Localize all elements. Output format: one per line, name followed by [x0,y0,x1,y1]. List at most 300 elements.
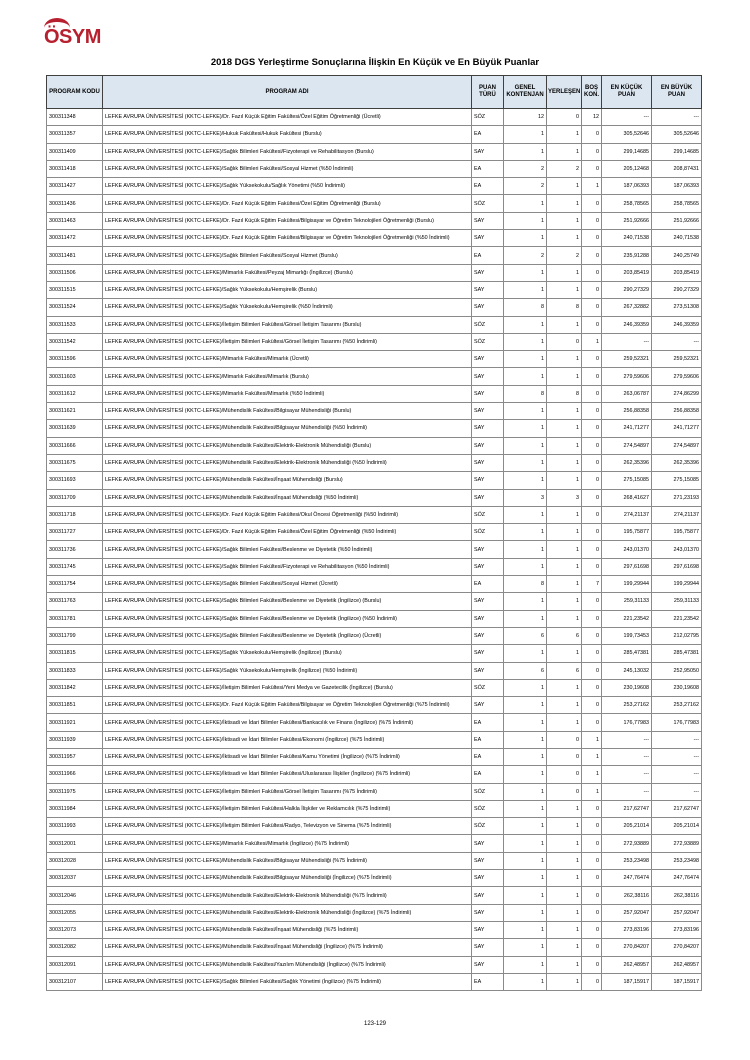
cell-min-score: 268,41627 [602,489,652,506]
cell-general-quota: 1 [504,506,547,523]
cell-empty-quota: 1 [582,766,602,783]
cell-program-name: LEFKE AVRUPA ÜNİVERSİTESİ (KKTC-LEFKE)/Sağlık Bilimleri Fakültesi/Fizyoterapi ve Rehabilitasyon (Burslu) [103,143,472,160]
cell-empty-quota: 0 [582,870,602,887]
cell-program-code: 300311436 [47,195,103,212]
table-row [47,610,702,627]
header-max-score: EN BÜYÜK PUAN [652,76,702,109]
cell-score-type: SAY [472,593,504,610]
cell-program-name: LEFKE AVRUPA ÜNİVERSİTESİ (KKTC-LEFKE)/İktisadi ve İdari Bilimler Fakültesi/Uluslararası İlişkiler (İngilizce) (%75 İndirimli) [103,766,472,783]
cell-min-score: 246,39359 [602,316,652,333]
cell-general-quota: 1 [504,956,547,973]
cell-placed: 1 [547,524,582,541]
cell-max-score: 247,76474 [652,870,702,887]
cell-max-score: 221,23542 [652,610,702,627]
table-row [47,160,702,177]
table-row [47,973,702,990]
cell-score-type: SÖZ [472,195,504,212]
table-row [47,593,702,610]
cell-empty-quota: 0 [582,558,602,575]
cell-score-type: SÖZ [472,109,504,126]
cell-placed: 1 [547,610,582,627]
cell-general-quota: 2 [504,160,547,177]
cell-program-code: 300311348 [47,109,103,126]
cell-general-quota: 1 [504,403,547,420]
cell-max-score: 258,78565 [652,195,702,212]
cell-program-code: 300311745 [47,558,103,575]
cell-min-score: 258,78565 [602,195,652,212]
cell-score-type: EA [472,714,504,731]
cell-placed: 1 [547,420,582,437]
cell-program-code: 300311763 [47,593,103,610]
cell-program-code: 300311921 [47,714,103,731]
cell-program-name: LEFKE AVRUPA ÜNİVERSİTESİ (KKTC-LEFKE)/Hukuk Fakültesi/Hukuk Fakültesi (Burslu) [103,126,472,143]
cell-max-score: 270,84207 [652,939,702,956]
cell-score-type: SAY [472,264,504,281]
cell-empty-quota: 0 [582,852,602,869]
cell-empty-quota: 0 [582,887,602,904]
cell-placed: 8 [547,385,582,402]
cell-placed: 6 [547,662,582,679]
cell-general-quota: 1 [504,472,547,489]
table-row [47,904,702,921]
cell-empty-quota: 0 [582,472,602,489]
cell-min-score: 262,35396 [602,454,652,471]
cell-program-code: 300311427 [47,178,103,195]
cell-general-quota: 1 [504,887,547,904]
cell-score-type: SAY [472,212,504,229]
cell-max-score: 176,77983 [652,714,702,731]
cell-program-code: 300311957 [47,748,103,765]
cell-program-name: LEFKE AVRUPA ÜNİVERSİTESİ (KKTC-LEFKE)/Mühendislik Fakültesi/Bilgisayar Mühendisliği (Burslu) [103,403,472,420]
cell-min-score: 253,27162 [602,697,652,714]
cell-max-score: 203,85419 [652,264,702,281]
cell-general-quota: 1 [504,351,547,368]
cell-empty-quota: 0 [582,610,602,627]
cell-max-score: 274,54897 [652,437,702,454]
cell-general-quota: 12 [504,109,547,126]
cell-program-code: 300312046 [47,887,103,904]
table-row [47,921,702,938]
cell-max-score: --- [652,333,702,350]
cell-score-type: SAY [472,489,504,506]
table-row [47,489,702,506]
cell-program-code: 300311993 [47,818,103,835]
cell-empty-quota: 1 [582,783,602,800]
table-row [47,385,702,402]
cell-score-type: SÖZ [472,679,504,696]
cell-general-quota: 1 [504,454,547,471]
cell-max-score: 279,59606 [652,368,702,385]
cell-empty-quota: 0 [582,212,602,229]
cell-program-code: 300311842 [47,679,103,696]
page-title: 2018 DGS Yerleştirme Sonuçlarına İlişkin En Küçük ve En Büyük Puanlar [210,57,540,68]
cell-general-quota: 6 [504,627,547,644]
cell-program-name: LEFKE AVRUPA ÜNİVERSİTESİ (KKTC-LEFKE)/İletişim Bilimleri Fakültesi/Görsel İletişim Tasarımı (%75 İndirimli) [103,783,472,800]
cell-program-code: 300312082 [47,939,103,956]
cell-placed: 1 [547,645,582,662]
table-row [47,368,702,385]
cell-min-score: 247,76474 [602,870,652,887]
cell-program-code: 300311709 [47,489,103,506]
cell-placed: 1 [547,281,582,298]
cell-empty-quota: 12 [582,109,602,126]
cell-placed: 1 [547,887,582,904]
cell-placed: 1 [547,541,582,558]
cell-program-name: LEFKE AVRUPA ÜNİVERSİTESİ (KKTC-LEFKE)/İktisadi ve İdari Bilimler Fakültesi/Kamu Yönetimi (İngilizce) (%75 İndirimli) [103,748,472,765]
cell-score-type: SAY [472,558,504,575]
header-empty-quota: BOŞ KON. [582,76,602,109]
cell-program-name: LEFKE AVRUPA ÜNİVERSİTESİ (KKTC-LEFKE)/Dr. Fazıl Küçük Eğitim Fakültesi/Özel Eğitim Öğretmenliği (Burslu) [103,195,472,212]
table-header-row [47,76,702,109]
cell-program-name: LEFKE AVRUPA ÜNİVERSİTESİ (KKTC-LEFKE)/İletişim Bilimleri Fakültesi/Yeni Medya ve Gazetecilik (İngilizce) (Burslu) [103,679,472,696]
cell-max-score: 285,47381 [652,645,702,662]
cell-general-quota: 1 [504,368,547,385]
cell-empty-quota: 0 [582,697,602,714]
cell-general-quota: 1 [504,818,547,835]
cell-empty-quota: 0 [582,368,602,385]
cell-program-code: 300311675 [47,454,103,471]
cell-placed: 2 [547,247,582,264]
cell-program-code: 300311515 [47,281,103,298]
cell-empty-quota: 0 [582,956,602,973]
table-row [47,645,702,662]
cell-program-name: LEFKE AVRUPA ÜNİVERSİTESİ (KKTC-LEFKE)/Mimarlık Fakültesi/Mimarlık (İngilizce) (%75 İndirimli) [103,835,472,852]
cell-empty-quota: 0 [582,420,602,437]
cell-min-score: 221,23542 [602,610,652,627]
cell-program-code: 300311833 [47,662,103,679]
cell-placed: 1 [547,264,582,281]
header-program-code: PROGRAM KODU [47,76,103,109]
cell-min-score: 176,77983 [602,714,652,731]
cell-min-score: 257,92047 [602,904,652,921]
cell-max-score: 241,71277 [652,420,702,437]
table-row [47,835,702,852]
cell-empty-quota: 0 [582,247,602,264]
cell-empty-quota: 0 [582,316,602,333]
table-row [47,818,702,835]
cell-program-code: 300312107 [47,973,103,990]
cell-score-type: EA [472,178,504,195]
cell-program-name: LEFKE AVRUPA ÜNİVERSİTESİ (KKTC-LEFKE)/Mühendislik Fakültesi/İnşaat Mühendisliği (%75 İndirimli) [103,921,472,938]
cell-min-score: --- [602,783,652,800]
table-row [47,748,702,765]
cell-min-score: 205,21014 [602,818,652,835]
cell-max-score: 199,29944 [652,576,702,593]
cell-score-type: SÖZ [472,333,504,350]
cell-program-code: 300311506 [47,264,103,281]
cell-min-score: 273,83196 [602,921,652,938]
cell-general-quota: 2 [504,247,547,264]
cell-min-score: 243,01370 [602,541,652,558]
cell-program-code: 300311481 [47,247,103,264]
cell-program-name: LEFKE AVRUPA ÜNİVERSİTESİ (KKTC-LEFKE)/Mimarlık Fakültesi/Mimarlık (%50 İndirimli) [103,385,472,402]
cell-placed: 1 [547,939,582,956]
cell-max-score: 299,14685 [652,143,702,160]
cell-empty-quota: 0 [582,264,602,281]
table-row [47,541,702,558]
cell-min-score: 290,27329 [602,281,652,298]
cell-general-quota: 8 [504,385,547,402]
cell-program-name: LEFKE AVRUPA ÜNİVERSİTESİ (KKTC-LEFKE)/Dr. Fazıl Küçük Eğitim Fakültesi/Özel Eğitim Öğretmenliği (%50 İndirimli) [103,524,472,541]
cell-min-score: 299,14685 [602,143,652,160]
cell-general-quota: 1 [504,714,547,731]
cell-max-score: 240,25749 [652,247,702,264]
cell-empty-quota: 0 [582,195,602,212]
table-row [47,454,702,471]
table-row [47,195,702,212]
cell-placed: 1 [547,870,582,887]
cell-empty-quota: 0 [582,627,602,644]
cell-score-type: SAY [472,697,504,714]
cell-max-score: 290,27329 [652,281,702,298]
cell-score-type: SAY [472,299,504,316]
cell-empty-quota: 0 [582,160,602,177]
cell-min-score: 245,13032 [602,662,652,679]
cell-score-type: EA [472,576,504,593]
cell-score-type: SAY [472,403,504,420]
cell-score-type: EA [472,247,504,264]
cell-min-score: 262,48957 [602,956,652,973]
cell-program-name: LEFKE AVRUPA ÜNİVERSİTESİ (KKTC-LEFKE)/Dr. Fazıl Küçük Eğitim Fakültesi/Okul Öncesi Öğretmenliği (%50 İndirimli) [103,506,472,523]
cell-placed: 8 [547,299,582,316]
cell-program-name: LEFKE AVRUPA ÜNİVERSİTESİ (KKTC-LEFKE)/Mühendislik Fakültesi/Bilgisayar Mühendisliği (%50 İndirimli) [103,420,472,437]
cell-score-type: SAY [472,385,504,402]
cell-min-score: --- [602,766,652,783]
cell-general-quota: 6 [504,662,547,679]
cell-max-score: 273,51308 [652,299,702,316]
table-row [47,783,702,800]
cell-program-name: LEFKE AVRUPA ÜNİVERSİTESİ (KKTC-LEFKE)/Dr. Fazıl Küçük Eğitim Fakültesi/Özel Eğitim Öğretmenliği (Ücretli) [103,109,472,126]
cell-empty-quota: 0 [582,385,602,402]
cell-placed: 1 [547,368,582,385]
cell-max-score: 217,62747 [652,800,702,817]
cell-general-quota: 1 [504,593,547,610]
cell-program-code: 300311418 [47,160,103,177]
cell-empty-quota: 0 [582,143,602,160]
cell-score-type: EA [472,973,504,990]
cell-program-code: 300311603 [47,368,103,385]
cell-score-type: EA [472,731,504,748]
header-program-name: PROGRAM ADI [103,76,472,109]
table-row [47,403,702,420]
cell-program-name: LEFKE AVRUPA ÜNİVERSİTESİ (KKTC-LEFKE)/Sağlık Bilimleri Fakültesi/Sosyal Hizmet (Ücretli) [103,576,472,593]
cell-empty-quota: 0 [582,126,602,143]
cell-program-code: 300312091 [47,956,103,973]
cell-program-name: LEFKE AVRUPA ÜNİVERSİTESİ (KKTC-LEFKE)/Sağlık Yüksekokulu/Hemşirelik (Burslu) [103,281,472,298]
cell-score-type: SAY [472,454,504,471]
table-row [47,472,702,489]
table-row [47,178,702,195]
cell-program-name: LEFKE AVRUPA ÜNİVERSİTESİ (KKTC-LEFKE)/Mühendislik Fakültesi/Bilgisayar Mühendisliği (%75 İndirimli) [103,852,472,869]
cell-program-name: LEFKE AVRUPA ÜNİVERSİTESİ (KKTC-LEFKE)/Mühendislik Fakültesi/Elektrik-Elektronik Mühendisliği (Burslu) [103,437,472,454]
cell-score-type: SÖZ [472,800,504,817]
cell-program-code: 300311666 [47,437,103,454]
cell-program-name: LEFKE AVRUPA ÜNİVERSİTESİ (KKTC-LEFKE)/Mimarlık Fakültesi/Mimarlık (Ücretli) [103,351,472,368]
cell-empty-quota: 0 [582,835,602,852]
cell-score-type: SAY [472,904,504,921]
cell-program-name: LEFKE AVRUPA ÜNİVERSİTESİ (KKTC-LEFKE)/Dr. Fazıl Küçük Eğitim Fakültesi/Bilgisayar ve Öğretim Teknolojileri Öğretmenliği (%50 İndirimli) [103,230,472,247]
cell-general-quota: 1 [504,333,547,350]
logo-text: ÖSYM [44,26,101,48]
table-row [47,524,702,541]
cell-score-type: SAY [472,852,504,869]
cell-min-score: 270,84207 [602,939,652,956]
cell-placed: 1 [547,437,582,454]
cell-program-name: LEFKE AVRUPA ÜNİVERSİTESİ (KKTC-LEFKE)/İletişim Bilimleri Fakültesi/Radyo, Televizyon ve Sinema (%75 İndirimli) [103,818,472,835]
header-min-score: EN KÜÇÜK PUAN [602,76,652,109]
cell-empty-quota: 0 [582,524,602,541]
cell-placed: 1 [547,212,582,229]
cell-empty-quota: 0 [582,973,602,990]
cell-general-quota: 1 [504,230,547,247]
cell-min-score: 305,52646 [602,126,652,143]
cell-program-code: 300311984 [47,800,103,817]
cell-program-name: LEFKE AVRUPA ÜNİVERSİTESİ (KKTC-LEFKE)/Mühendislik Fakültesi/Elektrik-Elektronik Mühendisliği (%50 İndirimli) [103,454,472,471]
header-score-type: PUAN TÜRÜ [472,76,504,109]
cell-empty-quota: 0 [582,454,602,471]
cell-program-name: LEFKE AVRUPA ÜNİVERSİTESİ (KKTC-LEFKE)/Sağlık Yüksekokulu/Sağlık Yönetimi (%50 İndirimli) [103,178,472,195]
cell-empty-quota: 1 [582,731,602,748]
cell-min-score: 217,62747 [602,800,652,817]
cell-empty-quota: 0 [582,506,602,523]
table-row [47,109,702,126]
table-row [47,247,702,264]
table-row [47,800,702,817]
cell-placed: 1 [547,126,582,143]
cell-placed: 1 [547,230,582,247]
cell-program-code: 300312073 [47,921,103,938]
cell-general-quota: 1 [504,212,547,229]
cell-program-name: LEFKE AVRUPA ÜNİVERSİTESİ (KKTC-LEFKE)/Sağlık Bilimleri Fakültesi/Sosyal Hizmet (Burslu) [103,247,472,264]
cell-min-score: 187,06393 [602,178,652,195]
cell-general-quota: 1 [504,852,547,869]
cell-empty-quota: 0 [582,645,602,662]
cell-max-score: 262,38116 [652,887,702,904]
cell-program-name: LEFKE AVRUPA ÜNİVERSİTESİ (KKTC-LEFKE)/Sağlık Bilimleri Fakültesi/Beslenme ve Diyetetik (İngilizce) (%50 İndirimli) [103,610,472,627]
cell-general-quota: 1 [504,281,547,298]
cell-score-type: EA [472,126,504,143]
cell-placed: 1 [547,835,582,852]
cell-min-score: 187,15917 [602,973,652,990]
cell-empty-quota: 0 [582,662,602,679]
table-row [47,420,702,437]
cell-min-score: 279,59606 [602,368,652,385]
cell-program-name: LEFKE AVRUPA ÜNİVERSİTESİ (KKTC-LEFKE)/Sağlık Bilimleri Fakültesi/Sosyal Hizmet (%50 İndirimli) [103,160,472,177]
cell-max-score: 259,31133 [652,593,702,610]
cell-max-score: 257,92047 [652,904,702,921]
cell-program-name: LEFKE AVRUPA ÜNİVERSİTESİ (KKTC-LEFKE)/Mimarlık Fakültesi/Mimarlık (Burslu) [103,368,472,385]
cell-empty-quota: 1 [582,748,602,765]
cell-score-type: SAY [472,281,504,298]
cell-program-name: LEFKE AVRUPA ÜNİVERSİTESİ (KKTC-LEFKE)/Mühendislik Fakültesi/İnşaat Mühendisliği (İngilizce) (%75 İndirimli) [103,939,472,956]
cell-min-score: 262,38116 [602,887,652,904]
cell-placed: 0 [547,748,582,765]
cell-score-type: SAY [472,662,504,679]
osym-logo [44,18,104,54]
cell-max-score: 272,93889 [652,835,702,852]
cell-general-quota: 1 [504,835,547,852]
cell-placed: 1 [547,921,582,938]
table-row [47,852,702,869]
header-general-quota: GENEL KONTENJAN [504,76,547,109]
cell-placed: 1 [547,973,582,990]
cell-max-score: 274,86299 [652,385,702,402]
table-row [47,714,702,731]
cell-min-score: 203,85419 [602,264,652,281]
cell-min-score: 274,54897 [602,437,652,454]
cell-program-code: 300311621 [47,403,103,420]
cell-general-quota: 1 [504,748,547,765]
cell-max-score: 275,15085 [652,472,702,489]
cell-placed: 3 [547,489,582,506]
cell-general-quota: 1 [504,697,547,714]
cell-score-type: SÖZ [472,524,504,541]
cell-placed: 1 [547,472,582,489]
cell-max-score: 273,83196 [652,921,702,938]
table-row [47,316,702,333]
cell-program-code: 300312037 [47,870,103,887]
cell-score-type: SAY [472,627,504,644]
cell-min-score: 272,93889 [602,835,652,852]
cell-max-score: 187,15917 [652,973,702,990]
cell-program-code: 300311781 [47,610,103,627]
cell-max-score: --- [652,766,702,783]
cell-general-quota: 1 [504,195,547,212]
cell-placed: 1 [547,178,582,195]
cell-program-name: LEFKE AVRUPA ÜNİVERSİTESİ (KKTC-LEFKE)/Sağlık Yüksekokulu/Hemşirelik (İngilizce) (%50 İndirimli) [103,662,472,679]
cell-score-type: SÖZ [472,818,504,835]
cell-min-score: 240,71538 [602,230,652,247]
cell-program-code: 300311524 [47,299,103,316]
cell-program-name: LEFKE AVRUPA ÜNİVERSİTESİ (KKTC-LEFKE)/İletişim Bilimleri Fakültesi/Görsel İletişim Tasarımı (Burslu) [103,316,472,333]
cell-program-code: 300311612 [47,385,103,402]
cell-program-code: 300312001 [47,835,103,852]
cell-placed: 1 [547,904,582,921]
cell-program-name: LEFKE AVRUPA ÜNİVERSİTESİ (KKTC-LEFKE)/Mimarlık Fakültesi/Peyzaj Mimarlığı (İngilizce) (Burslu) [103,264,472,281]
cell-program-name: LEFKE AVRUPA ÜNİVERSİTESİ (KKTC-LEFKE)/Sağlık Yüksekokulu/Hemşirelik (İngilizce) (Burslu) [103,645,472,662]
cell-general-quota: 1 [504,558,547,575]
cell-general-quota: 1 [504,264,547,281]
cell-max-score: --- [652,731,702,748]
cell-score-type: SAY [472,939,504,956]
cell-min-score: 235,91288 [602,247,652,264]
cell-program-code: 300311718 [47,506,103,523]
cell-program-code: 300311799 [47,627,103,644]
cell-program-name: LEFKE AVRUPA ÜNİVERSİTESİ (KKTC-LEFKE)/Dr. Fazıl Küçük Eğitim Fakültesi/Bilgisayar ve Öğretim Teknolojileri Öğretmenliği (%75 İndirimli) [103,697,472,714]
cell-placed: 1 [547,316,582,333]
cell-empty-quota: 0 [582,679,602,696]
cell-max-score: 305,52646 [652,126,702,143]
cell-program-name: LEFKE AVRUPA ÜNİVERSİTESİ (KKTC-LEFKE)/Mühendislik Fakültesi/Bilgisayar Mühendisliği (İngilizce) (%75 İndirimli) [103,870,472,887]
cell-max-score: 262,35396 [652,454,702,471]
cell-program-code: 300311975 [47,783,103,800]
cell-score-type: SAY [472,351,504,368]
cell-max-score: 187,06393 [652,178,702,195]
cell-empty-quota: 0 [582,921,602,938]
cell-min-score: --- [602,333,652,350]
cell-score-type: SAY [472,143,504,160]
table-row [47,576,702,593]
cell-score-type: SÖZ [472,783,504,800]
cell-max-score: 243,01370 [652,541,702,558]
results-table [46,75,702,991]
table-row [47,697,702,714]
cell-max-score: 297,61698 [652,558,702,575]
cell-placed: 1 [547,800,582,817]
cell-min-score: --- [602,109,652,126]
cell-min-score: 205,12468 [602,160,652,177]
cell-program-name: LEFKE AVRUPA ÜNİVERSİTESİ (KKTC-LEFKE)/İletişim Bilimleri Fakültesi/Halkla İlişkiler ve Reklamcılık (%75 İndirimli) [103,800,472,817]
